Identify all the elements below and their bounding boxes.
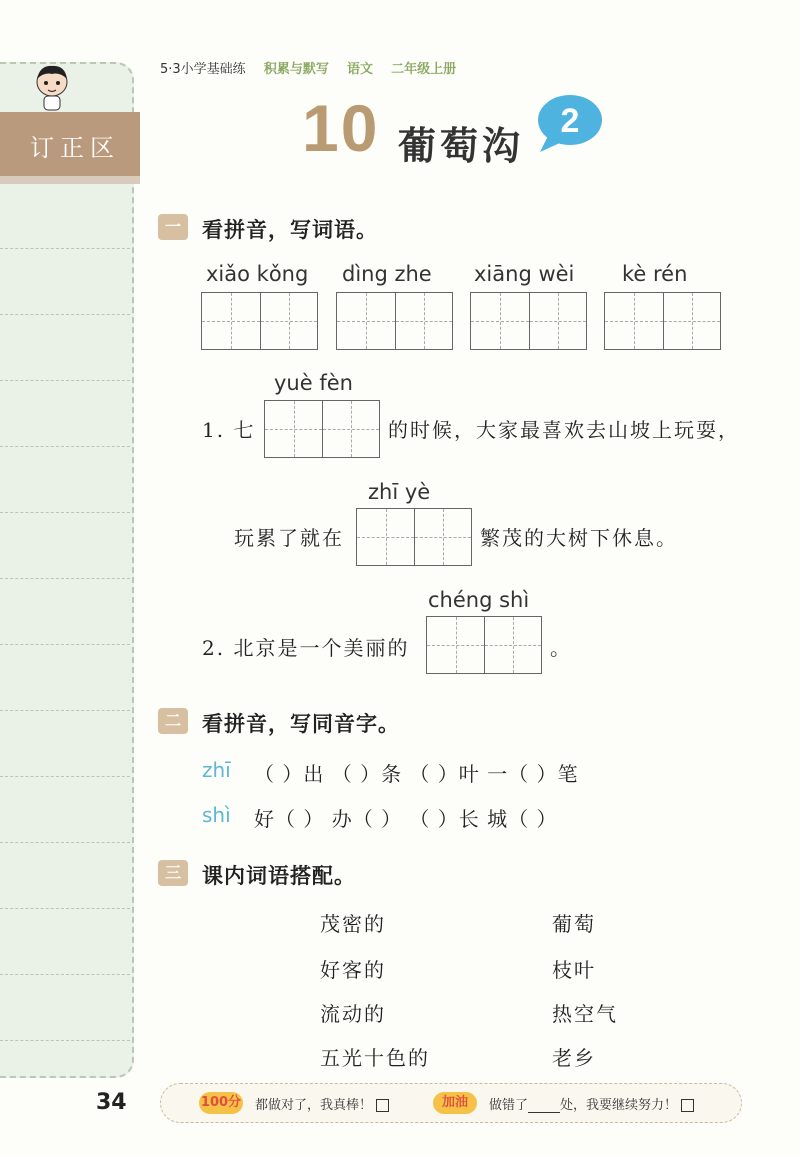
writing-box-2[interactable] <box>336 292 453 350</box>
homophone-row-shi[interactable]: 好（ ） 办（ ） （ ）长 城（ ） <box>254 807 558 831</box>
speech-bubble-icon <box>534 92 604 154</box>
sentence1-start: 1. 七 <box>202 418 256 442</box>
match-right-item[interactable]: 老乡 <box>552 1046 596 1070</box>
match-left-item[interactable]: 五光十色的 <box>320 1046 430 1070</box>
correction-area <box>0 62 134 1078</box>
subject-name: 语文 <box>346 62 373 77</box>
writing-box-3[interactable] <box>470 292 587 350</box>
banner-shadow <box>0 176 140 184</box>
mistakes-label-a: 做错了 <box>489 1098 529 1113</box>
grade-name: 二年级上册 <box>391 62 457 77</box>
pinyin-yue-fen: yuè fèn <box>274 371 353 395</box>
sentence2-end: 繁茂的大树下休息。 <box>480 526 678 550</box>
mascot-icon <box>30 62 74 112</box>
section1-title: 看拼音，写词语。 <box>202 218 378 242</box>
section1-mark: 一 <box>158 214 188 240</box>
mistakes-label-b: 处，我要继续努力！ <box>560 1098 678 1113</box>
sentence1-end: 的时候，大家最喜欢去山坡上玩耍， <box>388 418 740 442</box>
lesson-part-badge: 2 <box>560 102 580 140</box>
writing-box-cheng-shi[interactable] <box>426 616 542 674</box>
mistakes-checkbox[interactable] <box>681 1099 694 1112</box>
homophone-pinyin-zhi: zhī <box>202 758 231 782</box>
correction-banner <box>0 112 140 176</box>
section2-mark: 二 <box>158 708 188 734</box>
section3-mark: 三 <box>158 860 188 886</box>
lesson-number: 10 <box>302 91 380 165</box>
match-right-item[interactable]: 葡萄 <box>552 912 596 936</box>
all-correct-checkbox[interactable] <box>376 1099 389 1112</box>
all-correct-label: 都做对了，我真棒！ <box>255 1098 373 1113</box>
pinyin-cheng-shi: chéng shì <box>428 588 530 612</box>
pinyin-ding-zhe: dìng zhe <box>342 262 432 286</box>
self-check-bar <box>160 1083 742 1123</box>
full-score-badge: 100分 <box>199 1092 243 1114</box>
match-left-item[interactable]: 茂密的 <box>320 912 386 936</box>
page-number: 34 <box>96 1090 127 1115</box>
writing-box-yue-fen[interactable] <box>264 400 380 458</box>
writing-box-4[interactable] <box>604 292 721 350</box>
mistakes-text <box>489 1094 694 1113</box>
series-name: 5·3小学基础练 <box>160 62 246 77</box>
keep-going-badge: 加油 <box>433 1092 477 1114</box>
match-right-item[interactable]: 枝叶 <box>552 958 596 982</box>
book-header <box>160 58 456 77</box>
book-name: 积累与默写 <box>263 62 329 77</box>
pinyin-xiao-kong: xiǎo kǒng <box>206 262 309 286</box>
writing-box-zhi-ye[interactable] <box>356 508 472 566</box>
homophone-row-zhi[interactable]: （ ）出 （ ）条 （ ）叶 一（ ）笔 <box>254 762 579 786</box>
all-correct-text <box>255 1094 389 1113</box>
section2-title: 看拼音，写同音字。 <box>202 712 400 736</box>
lesson-title: 葡萄沟 <box>398 124 525 168</box>
sentence2-start: 玩累了就在 <box>234 526 344 550</box>
match-left-item[interactable]: 好客的 <box>320 958 386 982</box>
pinyin-zhi-ye: zhī yè <box>368 480 431 504</box>
pinyin-ke-ren: kè rén <box>622 262 688 286</box>
pinyin-xiang-wei: xiāng wèi <box>474 262 575 286</box>
correction-label: 订正区 <box>30 134 120 162</box>
homophone-pinyin-shi: shì <box>202 803 231 827</box>
sentence3-start: 2. 北京是一个美丽的 <box>202 636 410 660</box>
mistake-count-blank[interactable] <box>528 1100 560 1113</box>
writing-box-1[interactable] <box>201 292 318 350</box>
match-right-item[interactable]: 热空气 <box>552 1002 618 1026</box>
section3-title: 课内词语搭配。 <box>202 864 356 888</box>
match-left-item[interactable]: 流动的 <box>320 1002 386 1026</box>
sentence3-end: 。 <box>550 636 572 660</box>
